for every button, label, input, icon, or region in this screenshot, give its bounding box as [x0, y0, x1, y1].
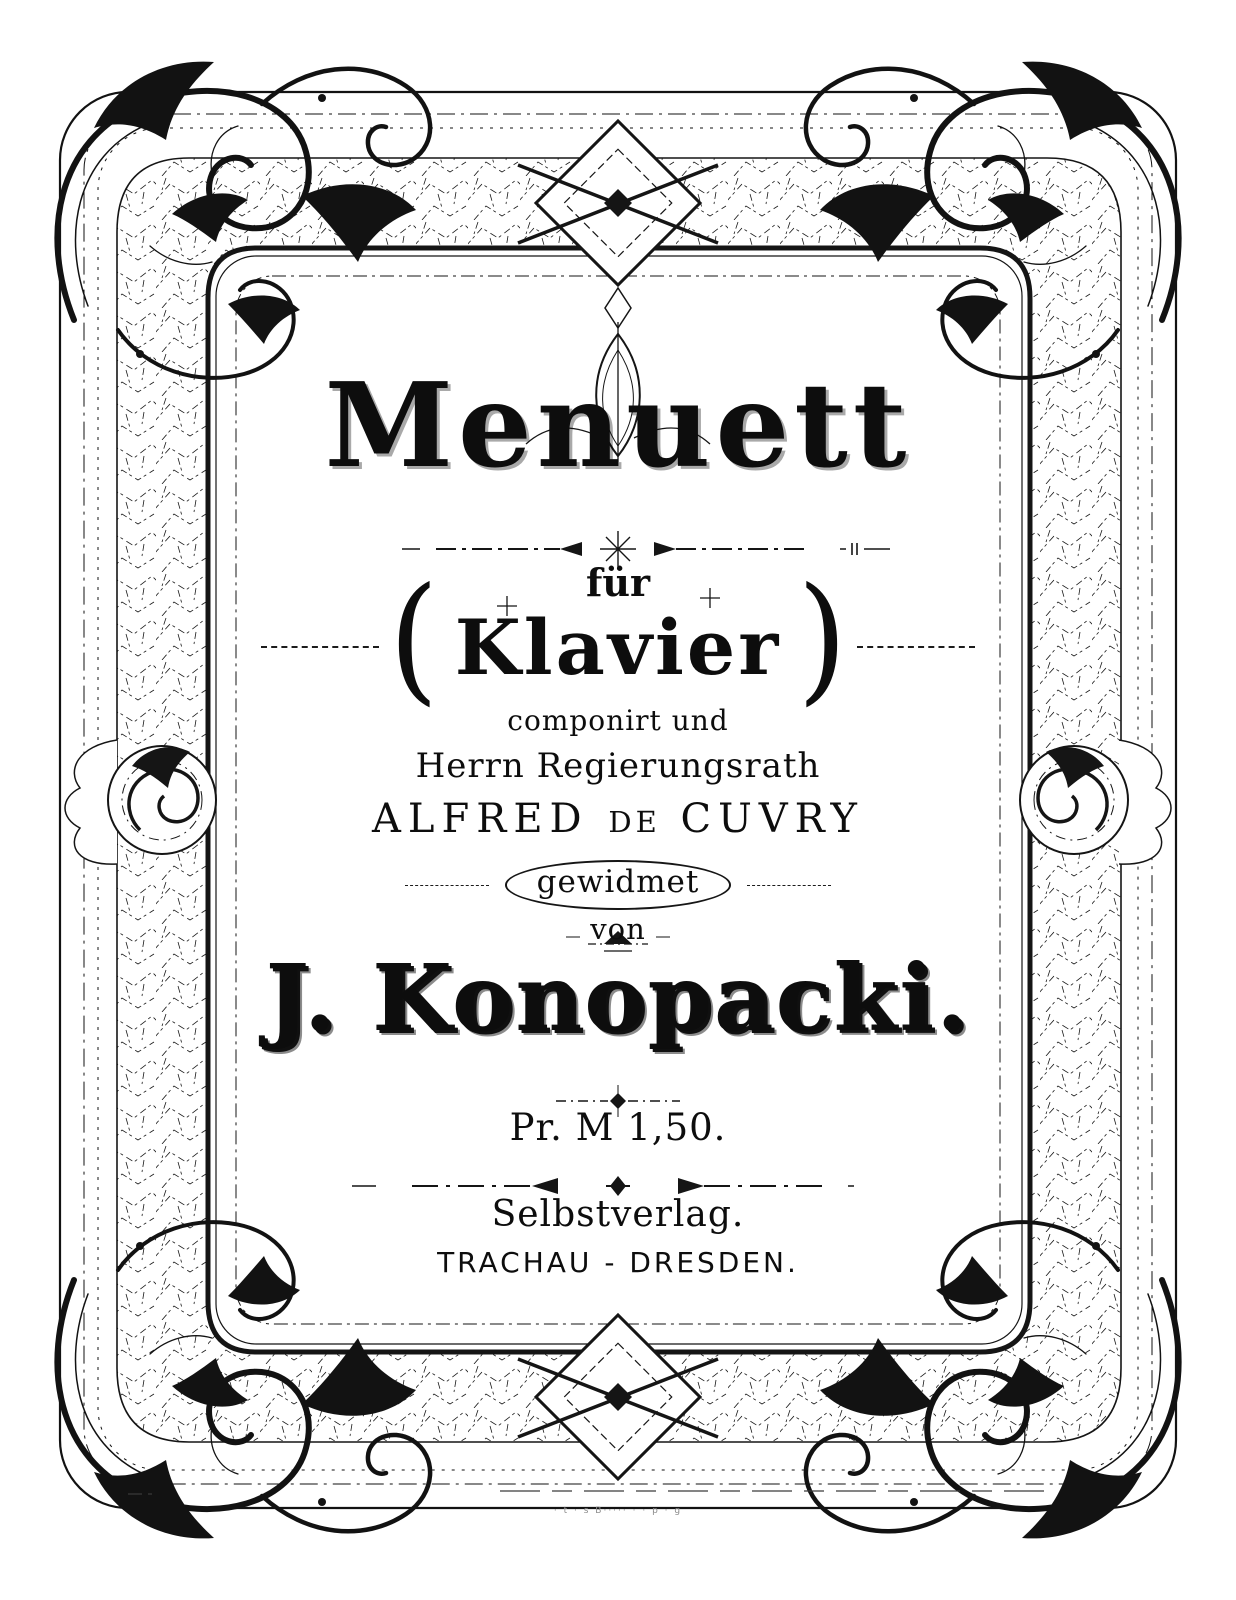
top-center-knot-ornament — [518, 121, 718, 285]
printer-mark: · t · s B····· · · p · g — [553, 1506, 683, 1516]
dedicatee-name — [0, 796, 1236, 842]
cartouche-close-paren: ) — [797, 558, 848, 720]
dedication-scroll — [0, 860, 1236, 910]
instrument-label: Klavier — [454, 602, 782, 692]
dedication-word: gewidmet — [505, 860, 732, 910]
for-label: für — [586, 560, 650, 605]
bottom-center-knot-ornament — [518, 1315, 718, 1479]
dedicatee-last-name: CUVRY — [680, 796, 864, 842]
composed-line: componirt und — [507, 704, 729, 737]
dash-ornament-left — [261, 646, 379, 648]
dedicatee-particle: DE — [608, 805, 661, 839]
dedication-by-word: von — [590, 912, 646, 946]
publisher-line: Selbstverlag. — [491, 1194, 745, 1235]
cartouche-open-paren: ( — [388, 558, 439, 720]
publisher-divider-rule — [352, 1176, 854, 1196]
composer-name: J. Konopacki. — [265, 944, 971, 1052]
page-title: Menuett — [324, 358, 912, 494]
dash-ornament-right — [857, 646, 975, 648]
publisher-city-line: TRACHAU - DRESDEN. — [437, 1246, 799, 1279]
dash-ornament-left — [405, 885, 489, 886]
dedicatee-first-name: ALFRED — [372, 796, 589, 842]
honorific-line: Herrn Regierungsrath — [415, 746, 821, 786]
price-line: Pr. M 1,50. — [509, 1106, 727, 1149]
dash-ornament-right — [747, 885, 831, 886]
